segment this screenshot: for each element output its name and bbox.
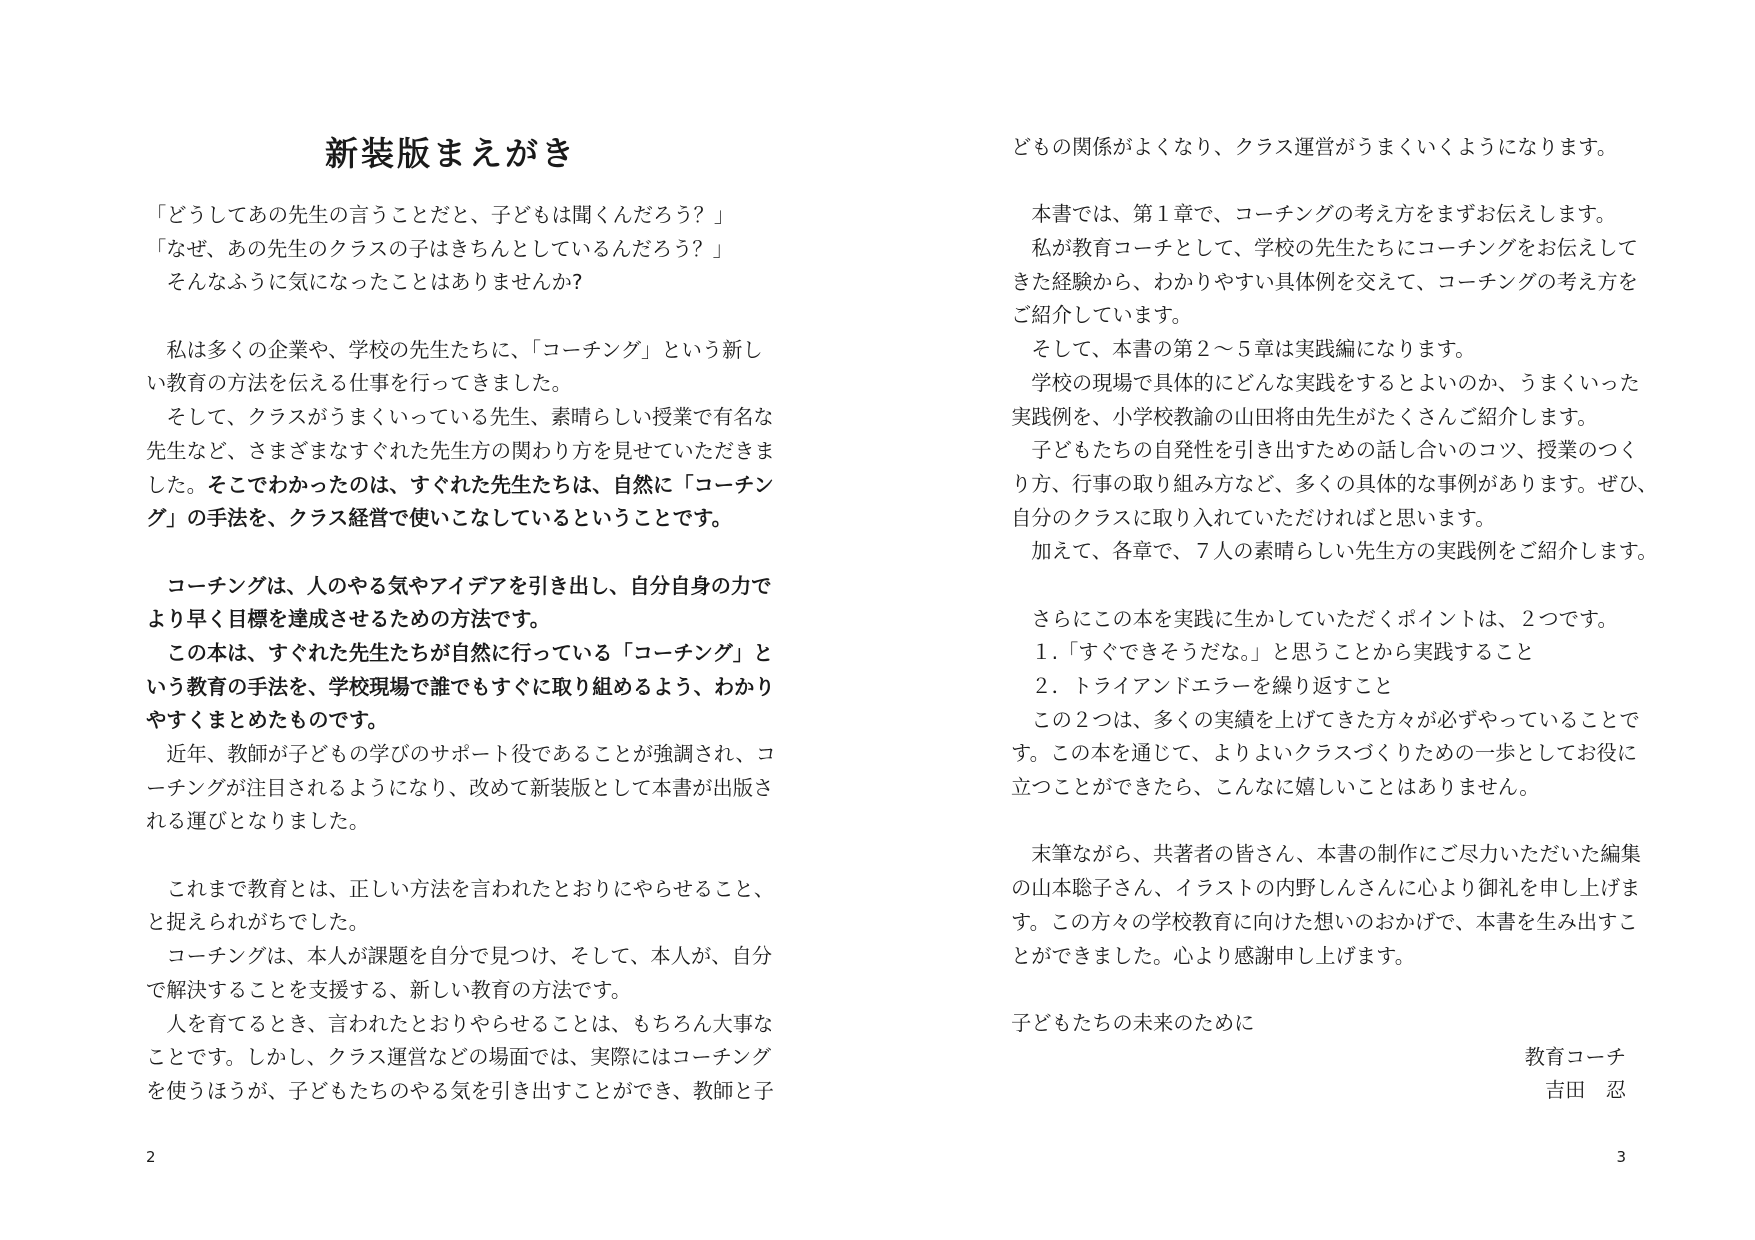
page-title: 新装版まえがき [325,134,577,173]
right-page-body [1011,131,1658,1108]
signature-name: 吉田 忍 [1544,1078,1626,1103]
signature-role: 教育コーチ [1524,1044,1626,1069]
paragraph-line: ーチングが注目されるようになり、改めて新装版として本書が出版さ [146,775,774,800]
blank-line [1011,805,1626,839]
paragraph-line: で解決することを支援する、新しい教育の方法です。 [146,977,632,1002]
paragraph-line: この２つは、多くの実績を上げてきた方々が必ずやっていることで [1011,707,1640,732]
page-number: 2 [146,1148,156,1166]
page-number: 3 [1616,1148,1626,1166]
paragraph-line: 立つことができたら、こんなに嬉しいことはありません。 [1011,775,1540,800]
bold-paragraph-line: いう教育の手法を、学校現場で誰でもすぐに取り組めるよう、わかり [146,674,775,699]
paragraph-line: 近年、教師が子どもの学びのサポート役であることが強調され、コ [146,742,776,766]
paragraph-line: コーチングは、本人が課題を自分で見つけ、そして、本人が、自分 [146,944,773,969]
bold-paragraph-line: コーチングは、人のやる気やアイデアを引き出し、自分自身の力で [146,573,772,598]
paragraph-line: 本書では、第１章で、コーチングの考え方をまずお伝えします。 [1011,202,1616,227]
closing-line: 子どもたちの未来のために [1011,1010,1255,1035]
paragraph-line: ことです。しかし、クラス運営などの場面では、実際にはコーチング [146,1045,772,1070]
paragraph-line: きた経験から、わかりやすい具体例を交えて、コーチングの考え方を [1011,269,1638,294]
paragraph-line: そんなふうに気になったことはありませんか? [146,270,583,295]
paragraph-line: そして、クラスがうまくいっている先生、素晴らしい授業で有名な [146,405,774,430]
paragraph-line: 先生など、さまざまなすぐれた先生方の関わり方を見せていただきま [146,438,775,463]
paragraph-line: と捉えられがちでした。 [146,910,369,935]
left-page-body [146,199,776,1109]
paragraph-line: とができました。心より感謝申し上げます。 [1011,943,1416,968]
list-item: ２．トライアンドエラーを繰り返すこと [1011,674,1394,698]
paragraph-line: を使うほうが、子どもたちのやる気を引き出すことができ、教師と子 [146,1078,774,1103]
paragraph-line: そして、本書の第２～５章は実践編になります。 [1011,337,1476,362]
list-item: １.「すぐできそうだな。」と思うことから実践すること [1011,640,1535,665]
blank-line [1011,569,1626,603]
bold-paragraph-line: グ」の手法を、クラス経営で使いこなしているということです。 [146,506,732,531]
bold-paragraph-line: やすくまとめたものです。 [146,708,388,733]
bold-emphasis-text: そこでわかったのは、すぐれた先生たちは、自然に「コーチン [206,472,774,497]
paragraph-line: ご紹介しています。 [1011,303,1192,328]
paragraph-text: した。 [146,472,207,497]
left-page [146,0,776,1240]
paragraph-line: 私は多くの企業や、学校の先生たちに、「コーチング」という新し [146,337,763,362]
paragraph-line: 末筆ながら、共著者の皆さん、本書の制作にご尽力いただいた編集 [1011,842,1641,867]
paragraph-line: 私が教育コーチとして、学校の先生たちにコーチングをお伝えして [1011,236,1638,261]
paragraph-line: す。この方々の学校教育に向けた想いのおかげで、本書を生み出すこ [1011,909,1638,934]
paragraph-line: れる運びとなりました。 [146,809,370,834]
paragraph-line: 「どうしてあの先生の言うことだと、子どもは聞くんだろう？」 [146,203,735,227]
paragraph-line: す。この本を通じて、よりよいクラスづくりための一歩としてお役に [1011,741,1638,766]
paragraph-line-mixed [146,469,774,503]
paragraph-line: い教育の方法を伝える仕事を行ってきました。 [146,371,572,396]
bold-paragraph-line: より早く目標を達成させるための方法です。 [146,607,551,632]
paragraph-line: の山本聡子さん、イラストの内野しんさんに心より御礼を申し上げま [1011,876,1641,901]
paragraph-line: 人を育てるとき、言われたとおりやらせることは、もちろん大事な [146,1011,774,1036]
paragraph-line: 学校の現場で具体的にどんな実践をするとよいのか、うまくいった [1011,370,1640,395]
paragraph-line: 自分のクラスに取り入れていただければと思います。 [1011,505,1496,530]
paragraph-line: 実践例を、小学校教諭の山田将由先生がたくさんご紹介します。 [1011,404,1598,429]
paragraph-line: どもの関係がよくなり、クラス運営がうまくいくようになります。 [1011,135,1618,159]
blank-line [146,839,756,873]
paragraph-line: さらにこの本を実践に生かしていただくポイントは、２つです。 [1011,606,1618,631]
bold-paragraph-line: この本は、すぐれた先生たちが自然に行っている「コーチング」と [146,640,774,665]
blank-line [146,536,756,570]
paragraph-line: り方、行事の取り組み方など、多くの具体的な事例があります。ぜひ、 [1011,471,1658,496]
blank-line [1011,165,1626,199]
paragraph-line: 「なぜ、あの先生のクラスの子はきちんとしているんだろう？」 [146,236,733,261]
blank-line [146,300,756,334]
blank-line [1011,973,1626,1007]
paragraph-line: 加えて、各章で、７人の素晴らしい先生方の実践例をご紹介します。 [1011,539,1658,564]
right-page [1011,0,1658,1240]
paragraph-line: 子どもたちの自発性を引き出すための話し合いのコツ、授業のつく [1011,438,1639,463]
paragraph-line: これまで教育とは、正しい方法を言われたとおりにやらせること、 [146,876,775,901]
